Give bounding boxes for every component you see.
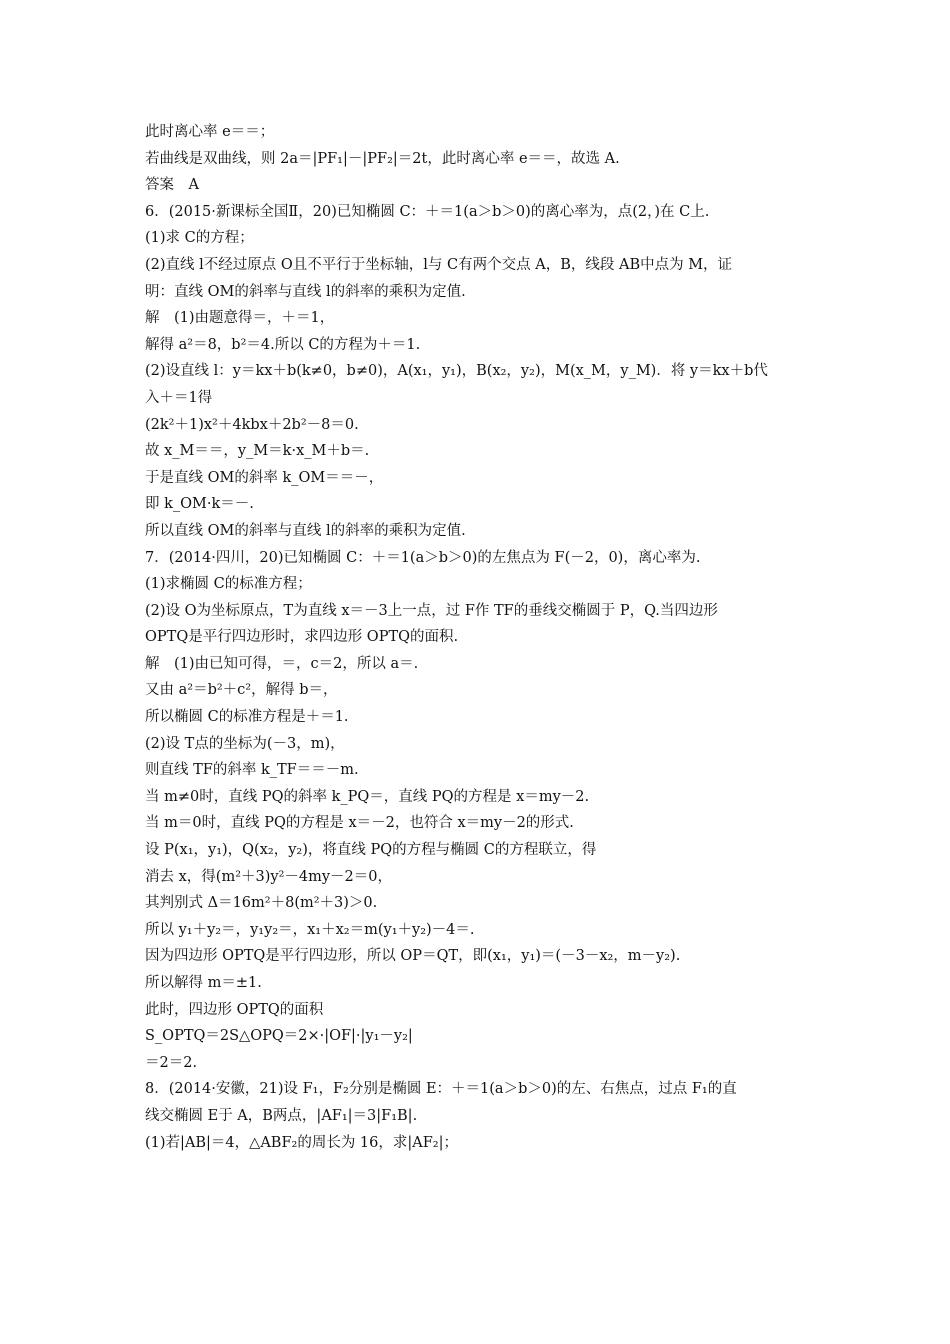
text-line: (1)求 C的方程； — [145, 230, 254, 247]
text-line: 于是直线 OM的斜率 k_OM＝＝－， — [145, 469, 384, 486]
text-line: 所以解得 m＝±1. — [145, 975, 262, 991]
text-line: S_OPTQ＝2S△OPQ＝2×·|OF|·|y₁－y₂| — [145, 1028, 413, 1045]
text-line: 因为四边形 OPTQ是平行四边形，所以 OP＝QT，即(x₁，y₁)＝(－3－x₂，m－y₂). — [145, 948, 681, 965]
text-line: (2)直线 l不经过原点 O且不平行于坐标轴，l与 C有两个交点 A，B，线段 AB中点为 M，证 — [145, 256, 733, 273]
text-line: 即 k_OM·k＝－. — [145, 496, 254, 513]
text-line: 7．(2014·四川，20)已知椭圆 C：＋＝1(a＞b＞0)的左焦点为 F(－2，0)，离心率为. — [145, 549, 701, 566]
text-line: 若曲线是双曲线，则 2a＝|PF₁|－|PF₂|＝2t，此时离心率 e＝＝，故选 A. — [145, 150, 620, 167]
text-line: 消去 x，得(m²＋3)y²－4my－2＝0， — [145, 868, 393, 885]
text-line: 又由 a²＝b²＋c²，解得 b＝， — [145, 682, 338, 699]
text-line: (1)若|AB|＝4，△ABF₂的周长为 16，求|AF₂|； — [145, 1134, 458, 1151]
text-line: 其判别式 Δ＝16m²＋8(m²＋3)＞0. — [145, 895, 378, 912]
text-line: 此时，四边形 OPTQ的面积 — [145, 1001, 324, 1018]
text-line: ＝2＝2. — [145, 1054, 198, 1071]
text-line: OPTQ是平行四边形时，求四边形 OPTQ的面积. — [145, 629, 459, 646]
text-line: 所以直线 OM的斜率与直线 l的斜率的乘积为定值. — [145, 522, 466, 539]
text-line: 则直线 TF的斜率 k_TF＝＝－m. — [145, 762, 359, 779]
text-line: 所以 y₁＋y₂＝，y₁y₂＝，x₁＋x₂＝m(y₁＋y₂)－4＝. — [145, 921, 475, 938]
text-line: 明：直线 OM的斜率与直线 l的斜率的乘积为定值. — [145, 283, 466, 300]
text-line: 故 x_M＝＝，y_M＝k·x_M＋b＝. — [145, 443, 370, 460]
text-line: 当 m＝0时，直线 PQ的方程是 x＝－2，也符合 x＝my－2的形式. — [145, 815, 574, 832]
text-line: 所以椭圆 C的标准方程是＋＝1. — [145, 709, 349, 726]
text-line: 答案 A — [145, 177, 199, 194]
text-line: (2)设 O为坐标原点，T为直线 x＝－3上一点，过 F作 TF的垂线交椭圆于 P，Q.当四边形 — [145, 602, 718, 619]
text-line: (2k²＋1)x²＋4kbx＋2b²－8＝0. — [145, 416, 359, 433]
text-line: (2)设直线 l：y＝kx＋b(k≠0，b≠0)，A(x₁，y₁)，B(x₂，y₂)，M(x_M，y_M)．将 y＝kx＋b代 — [145, 363, 768, 380]
text-line: 当 m≠0时，直线 PQ的斜率 k_PQ＝，直线 PQ的方程是 x＝my－2. — [145, 788, 590, 805]
text-line: 设 P(x₁，y₁)，Q(x₂，y₂)，将直线 PQ的方程与椭圆 C的方程联立，得 — [145, 842, 597, 859]
document-body — [145, 119, 815, 1156]
text-line: 此时离心率 e＝＝； — [145, 124, 275, 140]
text-line: 8．(2014·安徽，21)设 F₁，F₂分别是椭圆 E：＋＝1(a＞b＞0)的左、右焦点，过点 F₁的直 — [145, 1081, 737, 1098]
text-line: (1)求椭圆 C的标准方程； — [145, 576, 312, 593]
text-line: 解得 a²＝8，b²＝4.所以 C的方程为＋＝1. — [145, 336, 421, 353]
text-line: 解 (1)由已知可得，＝，c＝2，所以 a＝. — [145, 655, 419, 672]
text-line: 6．(2015·新课标全国Ⅱ，20)已知椭圆 C：＋＝1(a＞b＞0)的离心率为，点(2，)在 C上. — [145, 203, 710, 220]
text-line: 解 (1)由题意得＝，＋＝1， — [145, 310, 335, 327]
text-line: (2)设 T点的坐标为(－3，m)， — [145, 735, 345, 752]
text-line: 入＋＝1得 — [145, 389, 213, 406]
text-line: 线交椭圆 E于 A，B两点，|AF₁|＝3|F₁B|. — [145, 1107, 418, 1124]
